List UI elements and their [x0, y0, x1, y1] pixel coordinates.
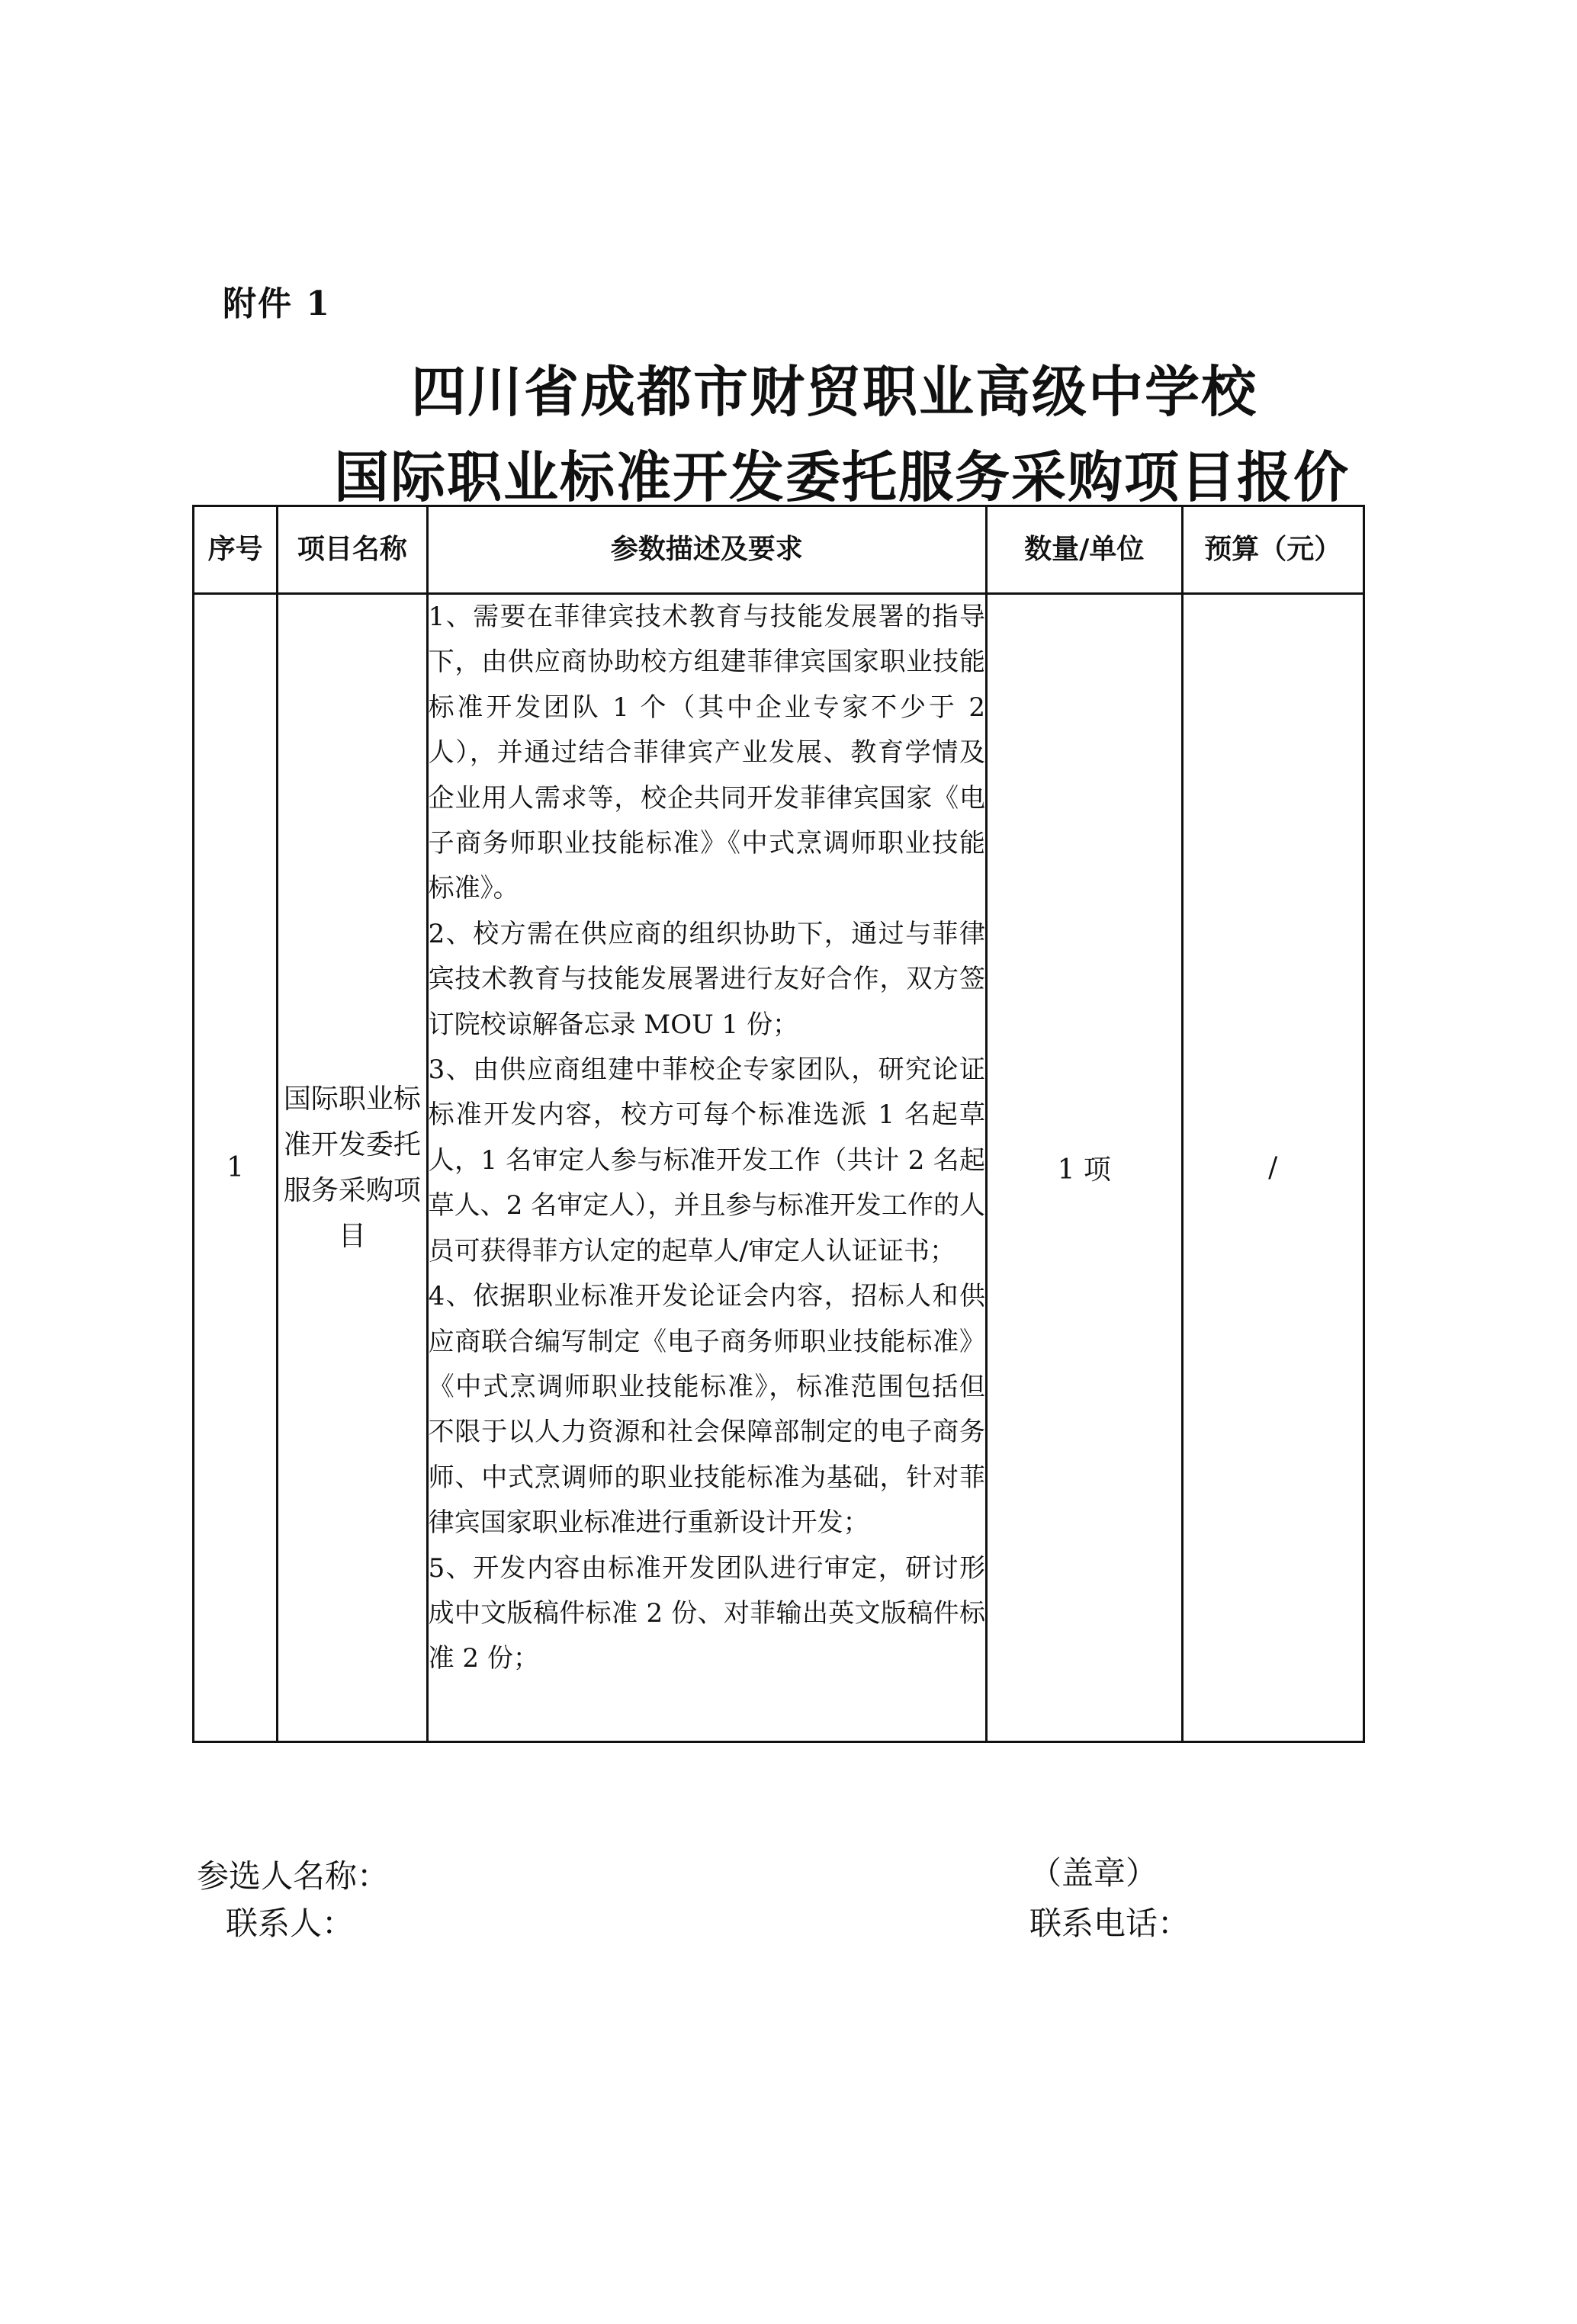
requirement-item: 1、需要在菲律宾技术教育与技能发展署的指导下，由供应商协助校方组建菲律宾国家职业技能标准开发团队 1 个（其中企业专家不少于 2 人），并通过结合菲律宾产业发展、教育学情及企业用人需求等，校企共同开发菲律宾国家《电子商务师职业技能标准》《中式烹调师职业技能标准》。 [428, 602, 985, 904]
header-name: 项目名称 [278, 506, 427, 594]
cell-description [427, 594, 986, 1742]
table-row [194, 594, 1364, 1742]
stamp-label: （盖章） [1029, 1854, 1158, 1892]
cell-quantity: 1 项 [987, 594, 1183, 1742]
contact-person-label: 联系人： [226, 1905, 355, 1942]
header-qty: 数量/单位 [987, 506, 1183, 594]
table-header-row [194, 506, 1364, 594]
contact-phone-label: 联系电话： [1029, 1905, 1190, 1942]
document-title-line2: 国际职业标准开发委托服务采购项目报价 [333, 445, 1350, 509]
requirement-item: 3、由供应商组建中菲校企专家团队，研究论证标准开发内容，校方可每个标准选派 1 名起草人，1 名审定人参与标准开发工作（共计 2 名起草人、2 名审定人），并且参与标准开发工作的人员可获得菲方认定的起草人/审定人认证证书； [428, 1054, 985, 1266]
header-budget: 预算（元） [1182, 506, 1364, 594]
cell-project-name: 国际职业标准开发委托服务采购项目 [278, 594, 427, 1742]
bidder-name-label: 参选人名称： [197, 1857, 390, 1895]
cell-budget: / [1182, 594, 1364, 1742]
requirement-item: 4、依据职业标准开发论证会内容，招标人和供应商联合编写制定《电子商务师职业技能标准》《中式烹调师职业技能标准》，标准范围包括但不限于以人力资源和社会保障部制定的电子商务师、中式烹调师的职业技能标准为基础，针对菲律宾国家职业标准进行重新设计开发； [428, 1281, 985, 1539]
document-title-line1: 四川省成都市财贸职业高级中学校 [410, 360, 1257, 424]
quotation-table [192, 505, 1365, 1743]
header-seq: 序号 [194, 506, 278, 594]
attachment-label: 附件 1 [223, 284, 331, 323]
header-desc: 参数描述及要求 [427, 506, 986, 594]
cell-seq: 1 [194, 594, 278, 1742]
requirement-item: 2、校方需在供应商的组织协助下，通过与菲律宾技术教育与技能发展署进行友好合作，双方签订院校谅解备忘录 MOU 1 份； [428, 918, 985, 1040]
requirement-item: 5、开发内容由标准开发团队进行审定，研讨形成中文版稿件标准 2 份、对菲输出英文版稿件标准 2 份； [428, 1552, 985, 1674]
